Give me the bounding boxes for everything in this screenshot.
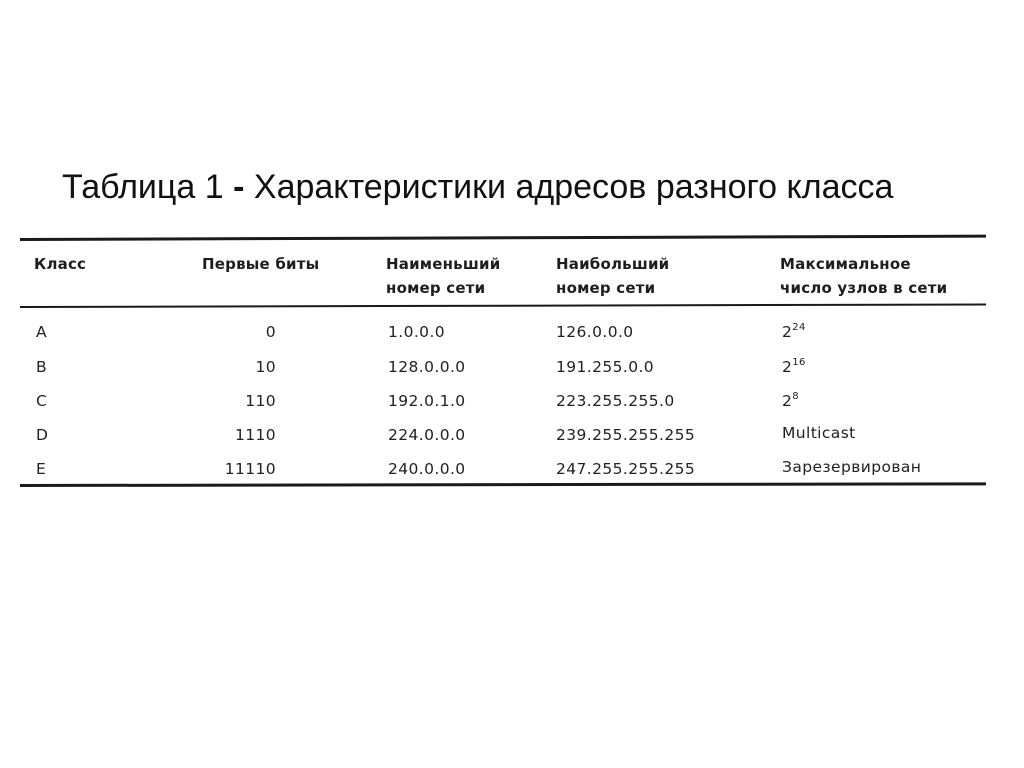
cell-max-hosts-base: 2 (782, 358, 793, 376)
cell-max-hosts (782, 358, 806, 376)
cell-class: B (36, 358, 48, 376)
title-dash: - (233, 168, 245, 206)
cell-class: A (36, 323, 48, 341)
header-max-hosts-line1: Максимальное (780, 255, 911, 273)
header-min-net-line2: номер сети (386, 279, 486, 297)
cell-max-net: 191.255.0.0 (556, 358, 655, 376)
cell-max-hosts (782, 458, 921, 476)
cell-first-bits: 10 (255, 358, 276, 376)
cell-max-hosts (782, 392, 799, 410)
cell-min-net: 224.0.0.0 (388, 426, 466, 444)
cell-max-hosts-base: 2 (782, 392, 793, 410)
header-min-net-line1: Наименьший (386, 255, 501, 273)
cell-max-net: 126.0.0.0 (556, 323, 634, 341)
page-title (62, 168, 893, 207)
cell-min-net: 128.0.0.0 (388, 358, 466, 376)
cell-max-net: 247.255.255.255 (556, 460, 696, 478)
cell-max-hosts (782, 424, 856, 442)
cell-min-net: 1.0.0.0 (388, 323, 446, 341)
cell-max-hosts-exp: 16 (792, 357, 806, 368)
title-prefix: Таблица 1 (62, 168, 224, 206)
header-max-net (556, 252, 669, 300)
cell-class: D (36, 426, 49, 444)
header-first-bits: Первые биты (202, 255, 320, 273)
header-max-hosts (780, 252, 947, 300)
cell-first-bits: 110 (245, 392, 276, 410)
cell-min-net: 192.0.1.0 (388, 392, 466, 410)
cell-max-hosts-exp: 24 (792, 322, 806, 333)
header-min-net (386, 252, 500, 300)
cell-max-hosts-exp: 8 (792, 391, 800, 402)
cell-first-bits: 0 (265, 323, 276, 341)
table-top-rule (20, 235, 986, 241)
cell-class: C (36, 392, 48, 410)
cell-max-net: 239.255.255.255 (556, 426, 696, 444)
cell-min-net: 240.0.0.0 (388, 460, 466, 478)
cell-first-bits: 11110 (224, 460, 276, 478)
cell-first-bits: 1110 (234, 426, 276, 444)
cell-max-hosts-base: Multicast (782, 424, 856, 442)
table-header-rule (20, 303, 986, 308)
cell-class: E (36, 460, 47, 478)
cell-max-hosts-base: 2 (782, 323, 793, 341)
title-text: Характеристики адресов разного класса (253, 168, 894, 206)
cell-max-hosts-base: Зарезервирован (782, 458, 922, 476)
cell-max-hosts (782, 323, 806, 341)
header-max-hosts-line2: число узлов в сети (780, 279, 948, 297)
header-class: Класс (34, 255, 87, 273)
header-max-net-line2: номер сети (556, 279, 656, 297)
cell-max-net: 223.255.255.0 (556, 392, 675, 410)
header-max-net-line1: Наибольший (556, 255, 670, 273)
table-bottom-rule (20, 482, 986, 487)
